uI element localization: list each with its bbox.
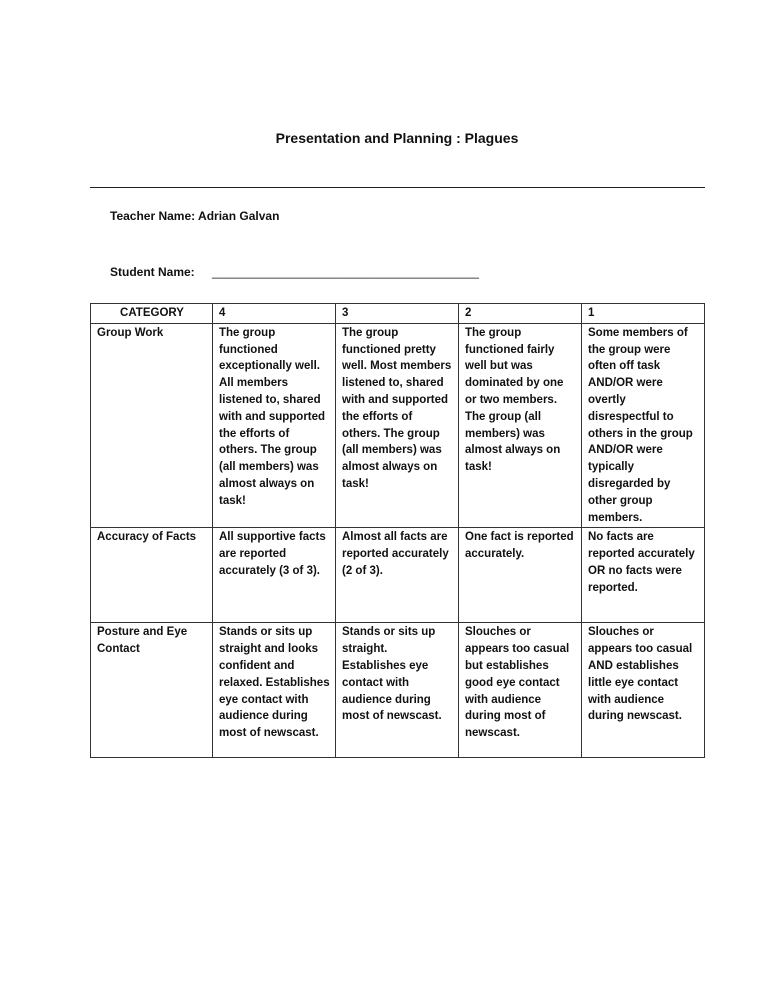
cell-score-3: Stands or sits up straight. Establishes eye contact with audience during most of newscast. [336,623,459,758]
cell-score-4: All supportive facts are reported accurately (3 of 3). [213,528,336,623]
header-score-1: 1 [582,304,705,324]
header-score-3: 3 [336,304,459,324]
cell-score-2: Slouches or appears too casual but establishes good eye contact with audience during most of newscast. [459,623,582,758]
title-divider [90,187,705,188]
cell-score-2: One fact is reported accurately. [459,528,582,623]
cell-score-4: Stands or sits up straight and looks confident and relaxed. Establishes eye contact with audience during most of newscast. [213,623,336,758]
cell-score-1: No facts are reported accurately OR no facts were reported. [582,528,705,623]
row-category-accuracy-of-facts: Accuracy of Facts [91,528,213,623]
cell-score-1: Some members of the group were often off task AND/OR were overtly disrespectful to others in the group AND/OR were typically disregarded by other group members. [582,323,705,528]
cell-score-1: Slouches or appears too casual AND establishes little eye contact with audience during newscast. [582,623,705,758]
teacher-name-label: Teacher Name: [110,209,196,223]
row-category-group-work: Group Work [91,323,213,528]
cell-score-4: The group functioned exceptionally well. All members listened to, shared with and supported the efforts of others. The group (all members) was almost always on task! [213,323,336,528]
page-title: Presentation and Planning : Plagues [275,130,519,146]
cell-score-3: The group functioned pretty well. Most members listened to, shared with and supported the efforts of others. The group (all members) was almost always on task! [336,323,459,528]
header-score-2: 2 [459,304,582,324]
teacher-name-line [110,209,279,223]
table-row [91,528,705,623]
table-row [91,623,705,758]
student-name-blank: ________________________________________ [212,265,479,279]
rubric-header-row [91,304,705,324]
cell-score-3: Almost all facts are reported accurately (2 of 3). [336,528,459,623]
table-row [91,323,705,528]
student-name-label: Student Name: [110,265,195,279]
rubric-table [90,303,705,758]
header-category: CATEGORY [91,304,213,324]
cell-score-2: The group functioned fairly well but was dominated by one or two members. The group (all members) was almost always on task! [459,323,582,528]
header-score-4: 4 [213,304,336,324]
student-name-line [110,265,479,279]
teacher-name-value: Adrian Galvan [198,209,280,223]
row-category-posture-eye-contact: Posture and Eye Contact [91,623,213,758]
